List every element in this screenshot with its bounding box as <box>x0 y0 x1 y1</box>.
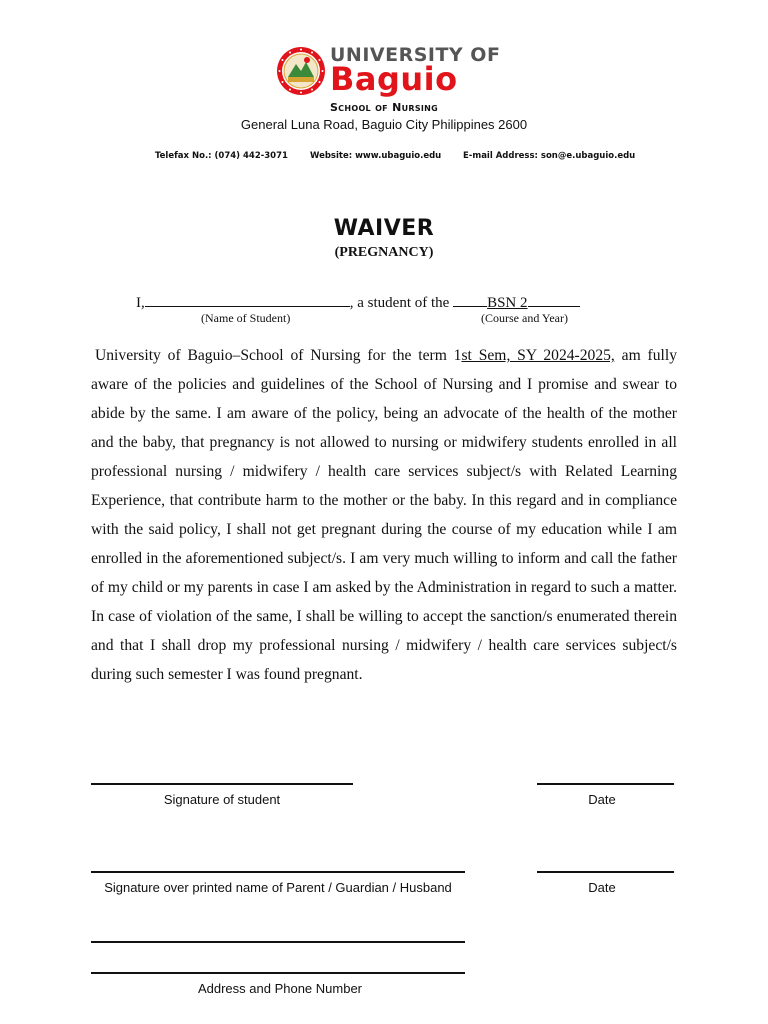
email-address: E-mail Address: son@e.ubaguio.edu <box>463 151 636 161</box>
student-signature-line[interactable] <box>91 783 353 785</box>
university-name-line1: UNIVERSITY OF <box>330 44 501 66</box>
document-title: WAIVER <box>333 216 435 241</box>
parent-signature-line[interactable] <box>91 871 465 873</box>
student-date-line[interactable] <box>537 783 674 785</box>
term-value: st Sem, SY 2024-2025, <box>461 347 615 364</box>
university-name-line2: Baguio <box>330 60 458 98</box>
student-date-label: Date <box>588 792 616 807</box>
parent-signature-label: Signature over printed name of Parent / Guardian / Husband <box>104 880 452 895</box>
course-value[interactable]: BSN 2 <box>487 295 528 311</box>
parent-date-label: Date <box>588 880 616 895</box>
address-line-2[interactable] <box>91 972 465 974</box>
school-address: General Luna Road, Baguio City Philippines 2600 <box>240 117 528 132</box>
waiver-body <box>91 341 677 689</box>
parent-date-line[interactable] <box>537 871 674 873</box>
school-name: School of Nursing <box>329 101 439 114</box>
document-subtitle: (PREGNANCY) <box>334 245 434 260</box>
address-phone-label: Address and Phone Number <box>197 981 363 996</box>
intro-middle: , a student of the <box>349 295 450 311</box>
body-lead: University of Baguio–School of Nursing for the term 1 <box>95 347 462 364</box>
intro-prefix: I, <box>136 295 145 311</box>
name-caption: (Name of Student) <box>201 311 291 325</box>
waiver-paragraph <box>91 341 677 689</box>
student-intro-line <box>136 291 580 312</box>
address-line-1[interactable] <box>91 941 465 943</box>
course-caption: (Course and Year) <box>481 311 568 325</box>
university-seal-logo <box>276 46 326 96</box>
website: Website: www.ubaguio.edu <box>310 151 442 161</box>
body-rest: am fully aware of the policies and guidelines of the School of Nursing and I promise and swear to abide by the same. I am aware of the policy, being an advocate of the health of the mother and the baby, that pregnancy is not allowed to nursing or midwifery students enrolled in all professional nursing / midwifery / health care services subject/s with Related Learning Experience, that contribute harm to the mother or the baby. In this regard and in compliance with the said policy, I shall not get pregnant during the course of my education while I am enrolled in the aforementioned subject/s. I am very much willing to inform and call the father of my child or my parents in case I am asked by the Administration in regard to such a matter. In case of violation of the same, I shall be willing to accept the sanction/s enumerated therein and that I shall drop my professional nursing / midwifery / health care services subject/s during such semester I was found pregnant. <box>91 347 677 683</box>
telefax: Telefax No.: (074) 442-3071 <box>155 151 288 161</box>
student-signature-label: Signature of student <box>163 792 281 807</box>
course-blank-left <box>453 291 487 307</box>
course-blank-right <box>528 291 580 307</box>
student-name-blank[interactable] <box>145 291 350 307</box>
